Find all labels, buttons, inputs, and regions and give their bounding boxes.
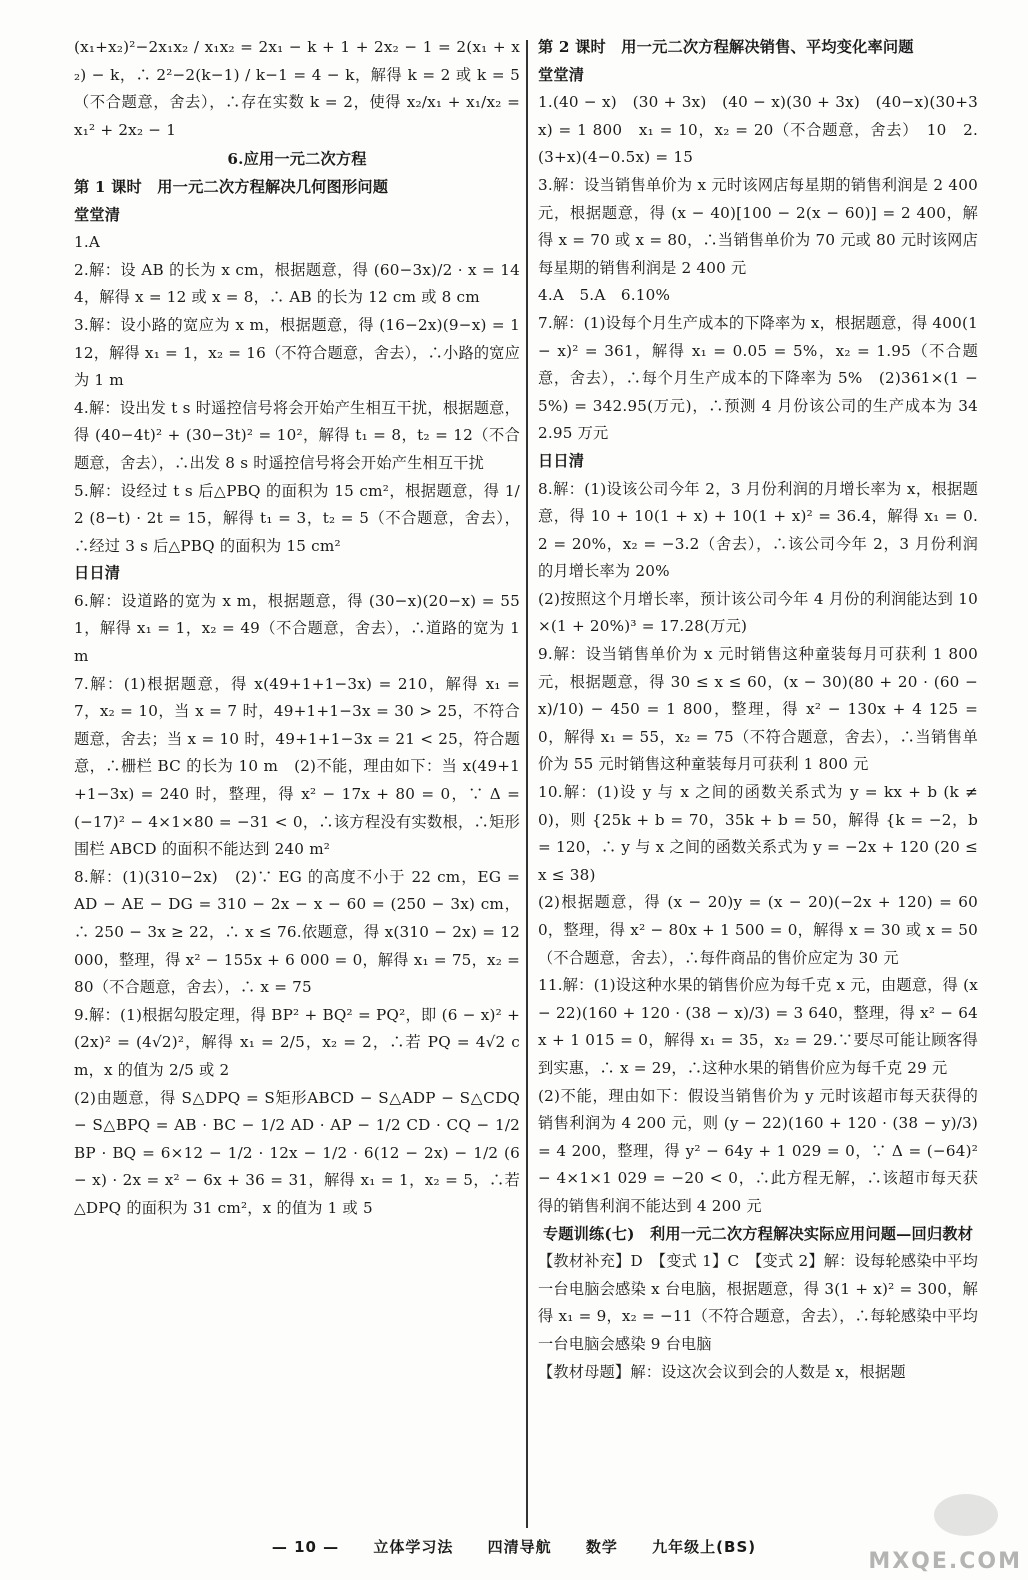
section-heading: 日日清: [538, 451, 585, 470]
page-number: — 10 —: [271, 1538, 340, 1556]
answer-paragraph: 【教材补充】D 【变式 1】C 【变式 2】解：设每轮感染中平均一台电脑会感染 x 台电脑，根据题意，得 3(1 + x)² = 300，解得 x₁ = 9，x₂ = −11（不符合题意，舍去），∴每轮感染中平均一台电脑会感染 9 台电脑: [538, 1252, 978, 1353]
section-heading: 堂堂清: [538, 65, 585, 84]
grade-label: 九年级上(BS): [652, 1538, 757, 1556]
answer-paragraph: 7.解：(1)设每个月生产成本的下降率为 x，根据题意，得 400(1 − x)² = 361，解得 x₁ = 0.05 = 5%，x₂ = 1.95（不合题意，舍去），∴每个月生产成本的下降率为 5% (2)361×(1 − 5%) = 342.95(万元)，∴预测 4 月份该公司的生产成本为 342.95 万元: [538, 313, 978, 443]
answer-paragraph: (2)根据题意，得 (x − 20)y = (x − 20)(−2x + 120) = 600，整理，得 x² − 80x + 1 500 = 0，解得 x = 30 或 x = 50（不合题意，舍去），∴每件商品的售价应定为 30 元: [538, 893, 978, 967]
answer-paragraph: (2)不能，理由如下：假设当销售价为 y 元时该超市每天获得的销售利润为 4 200 元，则 (y − 22)(160 + 120 · (38 − y)/3) = 4 200，整理，得 y² − 64y + 1 029 = 0，∵ Δ = (−64)² − 4×1×1 029 = −20 < 0，∴此方程无解，∴该超市每天获得的销售利润不能达到 4 200 元: [538, 1086, 978, 1215]
answer-paragraph: 【教材母题】解：设这次会议到会的人数是 x，根据题: [538, 1362, 906, 1381]
column-divider: [526, 40, 528, 1528]
answer-paragraph: 7.解：(1)根据题意，得 x(49+1+1−3x) = 210，解得 x₁ = 7，x₂ = 10，当 x = 7 时，49+1+1−3x = 30 > 25，不符合题意，舍去；当 x = 10 时，49+1+1−3x = 21 < 25，符合题意，∴栅栏 BC 的长为 10 m (2)不能，理由如下：当 x(49+1+1−3x) = 240 时，整理，得 x² − 17x + 80 = 0，∵ Δ = (−17)² − 4×1×80 = −31 < 0，∴该方程没有实数根，∴矩形围栏 ABCD 的面积不能达到 240 m²: [74, 674, 520, 859]
book-title: 立体学习法: [373, 1538, 454, 1556]
answer-paragraph: 4.解：设出发 t s 时遥控信号将会开始产生相互干扰，根据题意，得 (40−4t)² + (30−3t)² = 10²，解得 t₁ = 8，t₂ = 12（不合题意，舍去），∴出发 8 s 时遥控信号将会开始产生相互干扰: [74, 398, 520, 472]
answer-paragraph: (2)按照这个月增长率，预计该公司今年 4 月份的利润能达到 10×(1 + 20%)³ = 17.28(万元): [538, 589, 978, 636]
answer-paragraph: 3.解：设当销售单价为 x 元时该网店每星期的销售利润是 2 400 元，根据题意，得 (x − 40)[100 − 2(x − 60)] = 2 400，解得 x = 70 或 x = 80，∴当销售单价为 70 元或 80 元时该网店每星期的销售利润是 2 400 元: [538, 175, 978, 277]
answer-paragraph: 9.解：(1)根据勾股定理，得 BP² + BQ² = PQ²，即 (6 − x)² + (2x)² = (4√2)²，解得 x₁ = 2/5，x₂ = 2，∴若 PQ = 4√2 cm，x 的值为 2/5 或 2: [74, 1005, 520, 1079]
answer-paragraph: 5.解：设经过 t s 后△PBQ 的面积为 15 cm²，根据题意，得 1/2 (8−t) · 2t = 15，解得 t₁ = 3，t₂ = 5（不合题意，舍去），∴经过 3 s 后△PBQ 的面积为 15 cm²: [74, 481, 520, 555]
watermark-logo-icon: [934, 1494, 998, 1536]
answer-paragraph: 8.解：(1)(310−2x) (2)∵ EG 的高度不小于 22 cm，EG = AD − AE − DG = 310 − 2x − x − 60 = (250 − 3x) cm，∴ 250 − 3x ≥ 22，∴ x ≤ 76.依题意，得 x(310 − 2x) = 12 000，整理，得 x² − 155x + 6 000 = 0，解得 x₁ = 75，x₂ = 80（不合题意，舍去），∴ x = 75: [74, 867, 520, 997]
left-column: [74, 34, 520, 1223]
answer-paragraph: 3.解：设小路的宽应为 x m，根据题意，得 (16−2x)(9−x) = 112，解得 x₁ = 1，x₂ = 16（不符合题意，舍去），∴小路的宽应为 1 m: [74, 315, 520, 390]
answer-paragraph: 1.A: [74, 233, 101, 252]
answer-paragraph: 4.A 5.A 6.10%: [538, 286, 671, 305]
topic-heading: 专题训练(七) 利用一元二次方程解决实际应用问题—回归教材: [542, 1224, 974, 1243]
lesson-heading: 第 1 课时 用一元二次方程解决几何图形问题: [74, 177, 389, 196]
right-column: [538, 34, 978, 1386]
answer-paragraph: 10.解：(1)设 y 与 x 之间的函数关系式为 y = kx + b (k ≠ 0)，则 {25k + b = 70，35k + b = 50，解得 {k = −2，b = 120，∴ y 与 x 之间的函数关系式为 y = −2x + 120 (20 ≤ x ≤ 38): [538, 783, 978, 884]
answer-paragraph: 2.解：设 AB 的长为 x cm，根据题意，得 (60−3x)/2 · x = 144，解得 x = 12 或 x = 8，∴ AB 的长为 12 cm 或 8 cm: [74, 260, 520, 307]
answer-paragraph: 1.(40 − x) (30 + 3x) (40 − x)(30 + 3x) (40−x)(30+3x) = 1 800 x₁ = 10，x₂ = 20（不合题意，舍去） 10 2.(3+x)(4−0.5x) = 15: [538, 93, 978, 167]
answer-paragraph: 6.解：设道路的宽为 x m，根据题意，得 (30−x)(20−x) = 551，解得 x₁ = 1，x₂ = 49（不合题意，舍去），∴道路的宽为 1 m: [74, 591, 520, 666]
answer-paragraph: 8.解：(1)设该公司今年 2，3 月份利润的月增长率为 x，根据题意，得 10 + 10(1 + x) + 10(1 + x)² = 36.4，解得 x₁ = 0.2 = 20%，x₂ = −3.2（舍去），∴该公司今年 2，3 月份利润的月增长率为 20%: [538, 479, 978, 581]
lesson-heading: 第 2 课时 用一元二次方程解决销售、平均变化率问题: [538, 38, 914, 56]
answer-paragraph: (2)由题意，得 S△DPQ = S矩形ABCD − S△ADP − S△CDQ − S△BPQ = AB · BC − 1/2 AD · AP − 1/2 CD · CQ − 1/2 BP · BQ = 6×12 − 1/2 · 12x − 1/2 · 6(12 − 2x) − 1/2 (6 − x) · 2x = x² − 6x + 36 = 31，解得 x₁ = 1，x₂ = 5，∴若△DPQ 的面积为 31 cm²，x 的值为 1 或 5: [74, 1088, 520, 1217]
answer-paragraph: 9.解：设当销售单价为 x 元时销售这种童装每月可获利 1 800 元，根据题意，得 30 ≤ x ≤ 60，(x − 30)(80 + 20 · (60 − x)/10) − 450 = 1 800，整理，得 x² − 130x + 4 125 = 0，解得 x₁ = 55，x₂ = 75（不符合题意，舍去），∴当销售单价为 55 元时销售这种童装每月可获利 1 800 元: [538, 645, 978, 774]
series-title: 四清导航: [487, 1538, 552, 1556]
chapter-heading: 6.应用一元二次方程: [227, 150, 367, 169]
section-heading: 堂堂清: [74, 205, 121, 224]
subject-label: 数学: [585, 1538, 618, 1556]
answer-paragraph: (x₁+x₂)²−2x₁x₂ / x₁x₂ = 2x₁ − k + 1 + 2x₂ − 1 = 2(x₁ + x₂) − k，∴ 2²−2(k−1) / k−1 = 4 − k，解得 k = 2 或 k = 5（不合题意，舍去），∴存在实数 k = 2，使得 x₂/x₁ + x₁/x₂ = x₁² + 2x₂ − 1: [74, 38, 520, 139]
answer-paragraph: 11.解：(1)设这种水果的销售价应为每千克 x 元，由题意，得 (x − 22)(160 + 120 · (38 − x)/3) = 3 640，整理，得 x² − 64x + 1 015 = 0，解得 x₁ = 35，x₂ = 29.∵要尽可能让顾客得到实惠，∴ x = 29，∴这种水果的销售价应为每千克 29 元: [538, 976, 978, 1077]
watermark-text: MXQE.COM: [868, 1549, 1022, 1574]
section-heading: 日日清: [74, 564, 121, 583]
